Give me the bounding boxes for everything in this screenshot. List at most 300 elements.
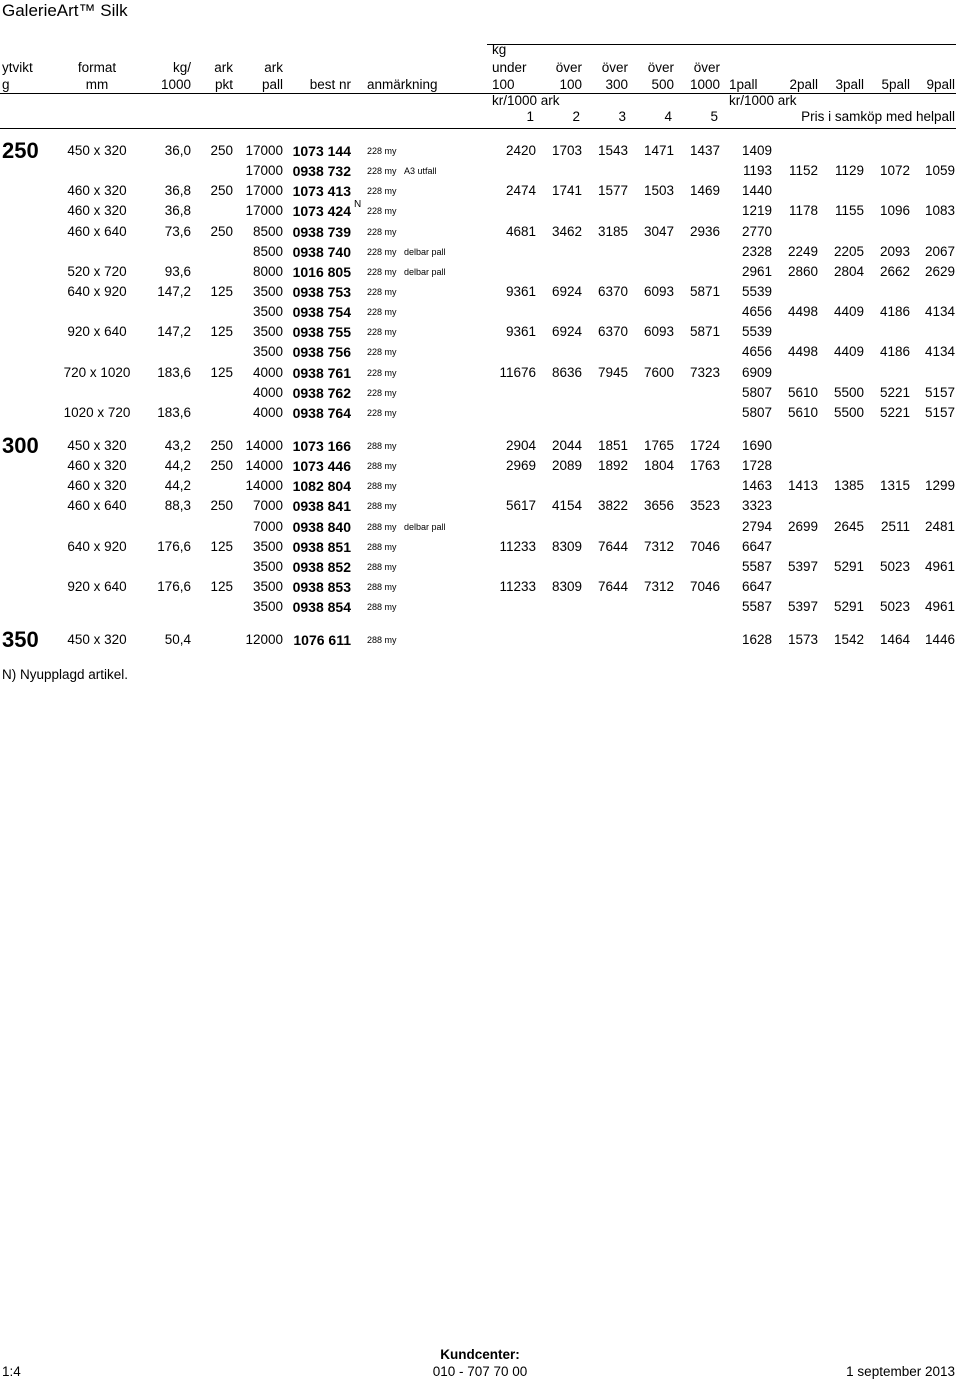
best-nr-cell: 0938 761 bbox=[292, 364, 351, 381]
qty-price-cell: 7644 bbox=[597, 578, 628, 594]
kg-per-1000-cell: 147,2 bbox=[157, 283, 191, 299]
best-nr-cell: 1082 804 bbox=[292, 478, 351, 495]
pall-price-cell: 2328 bbox=[741, 243, 772, 259]
pall-price-cell: 4134 bbox=[924, 304, 955, 320]
qty-price-cell: 7046 bbox=[689, 578, 720, 594]
best-nr-cell: 1073 144 bbox=[292, 143, 351, 159]
pall-price-cell: 1059 bbox=[924, 163, 955, 179]
format-cell: 450 x 320 bbox=[67, 437, 127, 453]
col-header-kg1000: kg/ bbox=[172, 60, 191, 75]
pall-price-cell: 5157 bbox=[924, 404, 955, 420]
pall-price-cell: 2249 bbox=[787, 243, 818, 259]
table-row bbox=[0, 181, 960, 201]
table-row bbox=[0, 456, 960, 476]
grammage-group-350 bbox=[0, 627, 960, 653]
qty-price-cell: 9361 bbox=[505, 324, 536, 340]
ark-per-pkt-cell: 250 bbox=[210, 437, 233, 453]
remark-cell: 228 my bbox=[367, 387, 397, 398]
pall-price-cell: 5587 bbox=[741, 599, 772, 615]
remark-cell: 288 my bbox=[367, 461, 397, 472]
qty-price-cell: 7046 bbox=[689, 538, 720, 554]
qty-price-cell: 1804 bbox=[643, 458, 674, 474]
remark-cell: 228 my bbox=[367, 146, 397, 156]
qty-price-cell: 8636 bbox=[551, 364, 582, 380]
footnote: N) Nyupplagd artikel. bbox=[2, 667, 129, 682]
pall-price-cell: 5221 bbox=[879, 384, 910, 400]
format-cell: 460 x 640 bbox=[67, 223, 127, 239]
pall-price-cell: 1385 bbox=[833, 478, 864, 494]
table-row bbox=[0, 577, 960, 597]
pall-price-cell: 1409 bbox=[741, 143, 772, 158]
kg-per-1000-cell: 50,4 bbox=[164, 632, 191, 648]
col-header-ark-pkt: ark bbox=[214, 60, 233, 75]
qty-price-cell: 11676 bbox=[499, 364, 536, 380]
pall-price-cell: 1446 bbox=[924, 632, 955, 648]
qty-price-cell: 3656 bbox=[643, 498, 674, 514]
pall-price-cell: 4498 bbox=[787, 344, 818, 360]
ark-per-pall-cell: 3500 bbox=[252, 599, 283, 615]
col-header-qty-4: över bbox=[647, 60, 674, 75]
pall-price-cell: 5807 bbox=[741, 384, 772, 400]
best-nr-cell: 1073 424 bbox=[292, 203, 351, 220]
remark-cell: 228 my bbox=[367, 206, 397, 217]
col-header-9pall: 9pall bbox=[926, 77, 955, 92]
best-nr-cell: 0938 853 bbox=[292, 578, 351, 595]
pall-price-cell: 5500 bbox=[833, 404, 864, 420]
col-header-1pall: 1pall bbox=[729, 77, 758, 92]
qty-price-cell: 6370 bbox=[597, 324, 628, 340]
format-cell: 450 x 320 bbox=[67, 143, 127, 158]
ark-per-pall-cell: 3500 bbox=[252, 344, 283, 360]
pall-price-cell: 5291 bbox=[833, 558, 864, 574]
pall-price-cell: 2770 bbox=[741, 223, 772, 239]
grammage-group-300 bbox=[0, 432, 960, 617]
remark-note: delbar pall bbox=[404, 521, 446, 532]
price-table-body bbox=[0, 138, 960, 663]
col-header-qty-5: över bbox=[693, 60, 720, 75]
col-header-format: format bbox=[77, 60, 117, 75]
header-row-2 bbox=[0, 60, 960, 76]
table-row bbox=[0, 403, 960, 423]
best-nr-cell: 1073 166 bbox=[292, 437, 351, 454]
pall-price-cell: 5023 bbox=[879, 599, 910, 615]
qty-price-cell: 1892 bbox=[597, 458, 628, 474]
remark-cell: 288 my bbox=[367, 541, 397, 552]
col-header-ark-pkt-unit: pkt bbox=[214, 77, 233, 92]
kg-per-1000-cell: 176,6 bbox=[157, 578, 191, 594]
col-header-best-nr: best nr bbox=[309, 77, 351, 92]
remark-cell: 288 my bbox=[367, 521, 397, 532]
ark-per-pkt-cell: 125 bbox=[210, 283, 233, 299]
col-header-ark-pall-unit: pall bbox=[261, 77, 283, 92]
qty-price-cell: 3523 bbox=[689, 498, 720, 514]
best-nr-cell: 0938 753 bbox=[292, 283, 351, 300]
best-nr-cell: 0938 756 bbox=[292, 344, 351, 361]
kg-per-1000-cell: 73,6 bbox=[164, 223, 191, 239]
pall-price-cell: 5807 bbox=[741, 404, 772, 420]
qty-price-cell: 1763 bbox=[689, 458, 720, 474]
qty-price-cell: 6370 bbox=[597, 283, 628, 299]
qty-price-cell: 1503 bbox=[643, 183, 674, 199]
qty-price-cell: 6093 bbox=[643, 324, 674, 340]
pall-price-cell: 1152 bbox=[788, 163, 818, 179]
table-row bbox=[0, 222, 960, 242]
qty-price-cell: 2474 bbox=[505, 183, 536, 199]
format-cell: 720 x 1020 bbox=[63, 364, 131, 380]
table-row bbox=[0, 161, 960, 181]
pall-price-cell: 1193 bbox=[742, 163, 772, 179]
col-header-qty-1: under bbox=[492, 60, 527, 75]
ark-per-pall-cell: 7000 bbox=[252, 518, 283, 534]
qty-price-cell: 4681 bbox=[505, 223, 536, 239]
document-date: 1 september 2013 bbox=[846, 1364, 955, 1379]
remark-note: delbar pall bbox=[404, 266, 446, 277]
pall-price-cell: 5397 bbox=[787, 599, 818, 615]
table-row bbox=[0, 476, 960, 496]
pall-price-cell: 1628 bbox=[741, 632, 772, 648]
format-cell: 920 x 640 bbox=[67, 578, 127, 594]
pall-price-cell: 5587 bbox=[741, 558, 772, 574]
ark-per-pall-cell: 3500 bbox=[252, 304, 283, 320]
ark-per-pall-cell: 14000 bbox=[245, 437, 283, 453]
new-article-mark: N bbox=[354, 199, 362, 211]
ark-per-pall-cell: 17000 bbox=[245, 163, 283, 179]
best-nr-cell: 0938 852 bbox=[292, 558, 351, 575]
col-header-qty-1-amount: 100 bbox=[492, 77, 515, 92]
pall-price-cell: 1219 bbox=[741, 203, 772, 219]
ark-per-pall-cell: 4000 bbox=[252, 364, 283, 380]
pall-price-cell: 2699 bbox=[787, 518, 818, 534]
pall-price-cell: 1728 bbox=[741, 458, 772, 474]
ark-per-pkt-cell: 125 bbox=[210, 578, 233, 594]
col-header-anmarkning: anmärkning bbox=[367, 77, 438, 92]
pall-price-cell: 5157 bbox=[924, 384, 955, 400]
pall-price-cell: 5539 bbox=[741, 283, 772, 299]
pall-price-cell: 1690 bbox=[741, 437, 772, 453]
pall-price-note: Pris i samköp med helpall bbox=[801, 109, 955, 124]
format-cell: 920 x 640 bbox=[67, 324, 127, 340]
qty-price-cell: 6924 bbox=[551, 324, 582, 340]
qty-price-cell: 1437 bbox=[689, 143, 720, 158]
pall-price-cell: 1542 bbox=[833, 632, 864, 648]
best-nr-cell: 1016 805 bbox=[292, 263, 351, 280]
header-row-4 bbox=[0, 93, 960, 109]
remark-cell: 228 my bbox=[367, 166, 397, 177]
col-header-qty-3: över bbox=[601, 60, 628, 75]
qty-price-cell: 8309 bbox=[551, 578, 582, 594]
best-nr-cell: 1076 611 bbox=[293, 632, 351, 649]
kg-per-1000-cell: 93,6 bbox=[164, 263, 191, 279]
remark-cell: 228 my bbox=[367, 307, 397, 318]
qty-price-cell: 2420 bbox=[505, 143, 536, 158]
remark-cell: 228 my bbox=[367, 327, 397, 338]
ark-per-pkt-cell: 125 bbox=[210, 364, 233, 380]
remark-cell: 288 my bbox=[367, 635, 397, 646]
pall-price-cell: 2860 bbox=[787, 263, 818, 279]
table-row bbox=[0, 342, 960, 362]
qty-price-cell: 1703 bbox=[551, 143, 582, 158]
ark-per-pall-cell: 3500 bbox=[252, 558, 283, 574]
ark-per-pall-cell: 4000 bbox=[252, 404, 283, 420]
remark-cell: 288 my bbox=[367, 481, 397, 492]
pall-price-cell: 1083 bbox=[924, 203, 955, 219]
pall-price-cell: 2804 bbox=[833, 263, 864, 279]
best-nr-cell: 0938 840 bbox=[292, 518, 351, 535]
table-row bbox=[0, 627, 960, 653]
col-header-ytvikt-unit: g bbox=[2, 77, 10, 92]
pall-price-cell: 5291 bbox=[833, 599, 864, 615]
pall-price-cell: 4409 bbox=[833, 304, 864, 320]
qty-price-cell: 4154 bbox=[551, 498, 582, 514]
best-nr-cell: 0938 755 bbox=[292, 324, 351, 341]
col-header-qty-2: över bbox=[555, 60, 582, 75]
qty-price-cell: 11233 bbox=[499, 578, 536, 594]
format-cell: 640 x 920 bbox=[67, 283, 127, 299]
pall-price-cell: 2511 bbox=[880, 518, 910, 534]
pall-price-cell: 4186 bbox=[879, 304, 910, 320]
remark-note: delbar pall bbox=[404, 246, 446, 257]
ark-per-pkt-cell: 250 bbox=[210, 458, 233, 474]
qty-price-cell: 3047 bbox=[643, 223, 674, 239]
contact-phone: 010 - 707 70 00 bbox=[432, 1364, 528, 1379]
pall-price-cell: 2629 bbox=[924, 263, 955, 279]
table-row bbox=[0, 138, 960, 163]
format-cell: 460 x 320 bbox=[67, 183, 127, 199]
pall-price-cell: 4134 bbox=[924, 344, 955, 360]
pall-price-cell: 1096 bbox=[879, 203, 910, 219]
pall-price-cell: 2961 bbox=[741, 263, 772, 279]
kg-per-1000-cell: 183,6 bbox=[157, 364, 191, 380]
pall-price-cell: 6909 bbox=[741, 364, 772, 380]
pall-price-cell: 1463 bbox=[741, 478, 772, 494]
pall-price-cell: 6647 bbox=[741, 538, 772, 554]
qty-price-cell: 1469 bbox=[689, 183, 720, 199]
pall-price-cell: 5221 bbox=[879, 404, 910, 420]
format-cell: 460 x 320 bbox=[67, 478, 127, 494]
col-header-qty-5-amount: 1000 bbox=[689, 77, 720, 92]
pall-price-cell: 1178 bbox=[788, 203, 818, 219]
remark-cell: 228 my bbox=[367, 286, 397, 297]
grammage-group-250 bbox=[0, 138, 960, 423]
table-row bbox=[0, 262, 960, 282]
pall-price-cell: 2067 bbox=[924, 243, 955, 259]
table-row bbox=[0, 496, 960, 516]
ark-per-pkt-cell: 125 bbox=[210, 538, 233, 554]
remark-cell: 228 my bbox=[367, 367, 397, 378]
format-cell: 460 x 640 bbox=[67, 498, 127, 514]
pall-price-cell: 1464 bbox=[879, 632, 910, 648]
format-cell: 640 x 920 bbox=[67, 538, 127, 554]
pall-price-cell: 3323 bbox=[741, 498, 772, 514]
qty-price-cell: 1741 bbox=[551, 183, 582, 199]
best-nr-cell: 0938 851 bbox=[292, 538, 351, 555]
best-nr-cell: 0938 854 bbox=[292, 599, 351, 616]
pall-price-cell: 2794 bbox=[741, 518, 772, 534]
pall-price-cell: 1129 bbox=[834, 163, 864, 179]
qty-unit-label: kg bbox=[492, 42, 507, 57]
qty-price-cell: 7644 bbox=[597, 538, 628, 554]
pall-price-cell: 2481 bbox=[924, 518, 955, 534]
qty-price-cell: 1851 bbox=[597, 437, 628, 453]
ark-per-pall-cell: 7000 bbox=[252, 498, 283, 514]
qty-index-5: 5 bbox=[710, 109, 718, 124]
header-bottom-rule bbox=[0, 128, 956, 129]
col-header-3pall: 3pall bbox=[835, 77, 864, 92]
qty-price-cell: 2936 bbox=[689, 223, 720, 239]
best-nr-cell: 0938 739 bbox=[292, 223, 351, 240]
best-nr-cell: 1073 413 bbox=[292, 183, 351, 200]
col-header-ark-pall: ark bbox=[264, 60, 283, 75]
pall-price-cell: 4498 bbox=[787, 304, 818, 320]
qty-price-cell: 8309 bbox=[551, 538, 582, 554]
table-row bbox=[0, 302, 960, 322]
ark-per-pkt-cell: 250 bbox=[210, 143, 233, 158]
pall-price-cell: 6647 bbox=[741, 578, 772, 594]
qty-price-cell: 1765 bbox=[643, 437, 674, 453]
pall-price-cell: 4961 bbox=[924, 599, 955, 615]
ark-per-pall-cell: 17000 bbox=[245, 183, 283, 199]
table-row bbox=[0, 242, 960, 262]
qty-index-4: 4 bbox=[664, 109, 672, 124]
qty-price-cell: 1724 bbox=[689, 437, 720, 453]
qty-price-cell: 1577 bbox=[597, 183, 628, 199]
remark-cell: 228 my bbox=[367, 246, 397, 257]
qty-price-cell: 2044 bbox=[551, 437, 582, 453]
remark-cell: 228 my bbox=[367, 407, 397, 418]
qty-price-cell: 2969 bbox=[505, 458, 536, 474]
ark-per-pkt-cell: 250 bbox=[210, 183, 233, 199]
table-row bbox=[0, 363, 960, 383]
grammage-label: 350 bbox=[2, 627, 39, 653]
table-row bbox=[0, 282, 960, 302]
pall-price-cell: 5539 bbox=[741, 324, 772, 340]
remark-cell: 288 my bbox=[367, 561, 397, 572]
qty-price-cell: 6093 bbox=[643, 283, 674, 299]
kg-per-1000-cell: 88,3 bbox=[164, 498, 191, 514]
grammage-label: 250 bbox=[2, 138, 39, 163]
remark-cell: 228 my bbox=[367, 347, 397, 358]
pall-price-cell: 5397 bbox=[787, 558, 818, 574]
best-nr-cell: 0938 754 bbox=[292, 304, 351, 321]
ark-per-pall-cell: 12000 bbox=[245, 632, 283, 648]
col-header-5pall: 5pall bbox=[881, 77, 910, 92]
pall-price-cell: 5500 bbox=[833, 384, 864, 400]
table-row bbox=[0, 597, 960, 617]
table-row bbox=[0, 201, 960, 221]
pall-price-cell: 4186 bbox=[879, 344, 910, 360]
page-title: GalerieArt™ Silk bbox=[2, 1, 128, 20]
ark-per-pall-cell: 3500 bbox=[252, 578, 283, 594]
pall-price-cell: 2645 bbox=[833, 518, 864, 534]
pall-price-cell: 1155 bbox=[834, 203, 864, 219]
qty-index-3: 3 bbox=[618, 109, 626, 124]
ark-per-pall-cell: 4000 bbox=[252, 384, 283, 400]
qty-price-cell: 11233 bbox=[499, 538, 536, 554]
ark-per-pall-cell: 3500 bbox=[252, 283, 283, 299]
qty-price-cell: 5617 bbox=[505, 498, 536, 514]
kg-per-1000-cell: 183,6 bbox=[157, 404, 191, 420]
format-cell: 450 x 320 bbox=[67, 632, 127, 648]
qty-price-cell: 2904 bbox=[505, 437, 536, 453]
col-header-kg1000-unit: 1000 bbox=[160, 77, 191, 92]
col-header-2pall: 2pall bbox=[789, 77, 818, 92]
pall-price-cell: 2662 bbox=[879, 263, 910, 279]
pall-price-cell: 4961 bbox=[924, 558, 955, 574]
remark-cell: 228 my bbox=[367, 266, 397, 277]
kg-per-1000-cell: 36,0 bbox=[164, 143, 191, 158]
grammage-label: 300 bbox=[2, 432, 39, 458]
kg-per-1000-cell: 44,2 bbox=[164, 478, 191, 494]
remark-cell: 288 my bbox=[367, 440, 397, 451]
col-header-qty-2-amount: 100 bbox=[559, 77, 582, 92]
ark-per-pall-cell: 17000 bbox=[245, 143, 283, 158]
header-row-1 bbox=[0, 42, 960, 58]
qty-price-cell: 6924 bbox=[551, 283, 582, 299]
kg-per-1000-cell: 43,2 bbox=[164, 437, 191, 453]
qty-price-cell: 7312 bbox=[643, 538, 674, 554]
kg-per-1000-cell: 44,2 bbox=[164, 458, 191, 474]
pall-price-cell: 1072 bbox=[879, 163, 910, 179]
table-row bbox=[0, 322, 960, 342]
qty-price-cell: 2089 bbox=[551, 458, 582, 474]
ark-per-pall-cell: 3500 bbox=[252, 538, 283, 554]
qty-price-unit-label: kr/1000 ark bbox=[492, 93, 560, 108]
best-nr-cell: 1073 446 bbox=[292, 458, 351, 475]
qty-price-cell: 7312 bbox=[643, 578, 674, 594]
format-cell: 520 x 720 bbox=[67, 263, 127, 279]
ark-per-pall-cell: 8500 bbox=[252, 223, 283, 239]
qty-price-cell: 1471 bbox=[643, 143, 674, 158]
table-row bbox=[0, 557, 960, 577]
qty-index-1: 1 bbox=[526, 109, 534, 124]
ark-per-pall-cell: 3500 bbox=[252, 324, 283, 340]
best-nr-cell: 0938 841 bbox=[292, 498, 351, 515]
pall-price-cell: 5610 bbox=[787, 404, 818, 420]
col-header-ytvikt: ytvikt bbox=[2, 60, 33, 75]
table-row bbox=[0, 537, 960, 557]
qty-price-cell: 3462 bbox=[551, 223, 582, 239]
best-nr-cell: 0938 762 bbox=[292, 384, 351, 401]
pall-price-cell: 1315 bbox=[879, 478, 910, 494]
col-header-qty-4-amount: 500 bbox=[651, 77, 674, 92]
format-cell: 1020 x 720 bbox=[63, 404, 131, 420]
pall-price-cell: 1413 bbox=[787, 478, 818, 494]
pall-price-cell: 2205 bbox=[833, 243, 864, 259]
remark-cell: 288 my bbox=[367, 501, 397, 512]
pall-price-cell: 1299 bbox=[924, 478, 955, 494]
ark-per-pkt-cell: 250 bbox=[210, 223, 233, 239]
kg-per-1000-cell: 36,8 bbox=[164, 203, 191, 219]
remark-cell: 288 my bbox=[367, 581, 397, 592]
pall-price-cell: 5023 bbox=[879, 558, 910, 574]
qty-price-cell: 1543 bbox=[597, 143, 628, 158]
ark-per-pall-cell: 17000 bbox=[245, 203, 283, 219]
qty-price-cell: 3822 bbox=[597, 498, 628, 514]
format-cell: 460 x 320 bbox=[67, 458, 127, 474]
best-nr-cell: 0938 764 bbox=[292, 404, 351, 421]
remark-note: A3 utfall bbox=[404, 166, 437, 177]
ark-per-pall-cell: 8500 bbox=[252, 243, 283, 259]
header-row-5 bbox=[0, 109, 960, 125]
ark-per-pall-cell: 8000 bbox=[252, 263, 283, 279]
remark-cell: 228 my bbox=[367, 186, 397, 197]
pall-price-cell: 4409 bbox=[833, 344, 864, 360]
kg-per-1000-cell: 176,6 bbox=[157, 538, 191, 554]
ark-per-pkt-cell: 250 bbox=[210, 498, 233, 514]
best-nr-cell: 0938 740 bbox=[292, 243, 351, 260]
remark-cell: 228 my bbox=[367, 226, 397, 237]
ark-per-pkt-cell: 125 bbox=[210, 324, 233, 340]
